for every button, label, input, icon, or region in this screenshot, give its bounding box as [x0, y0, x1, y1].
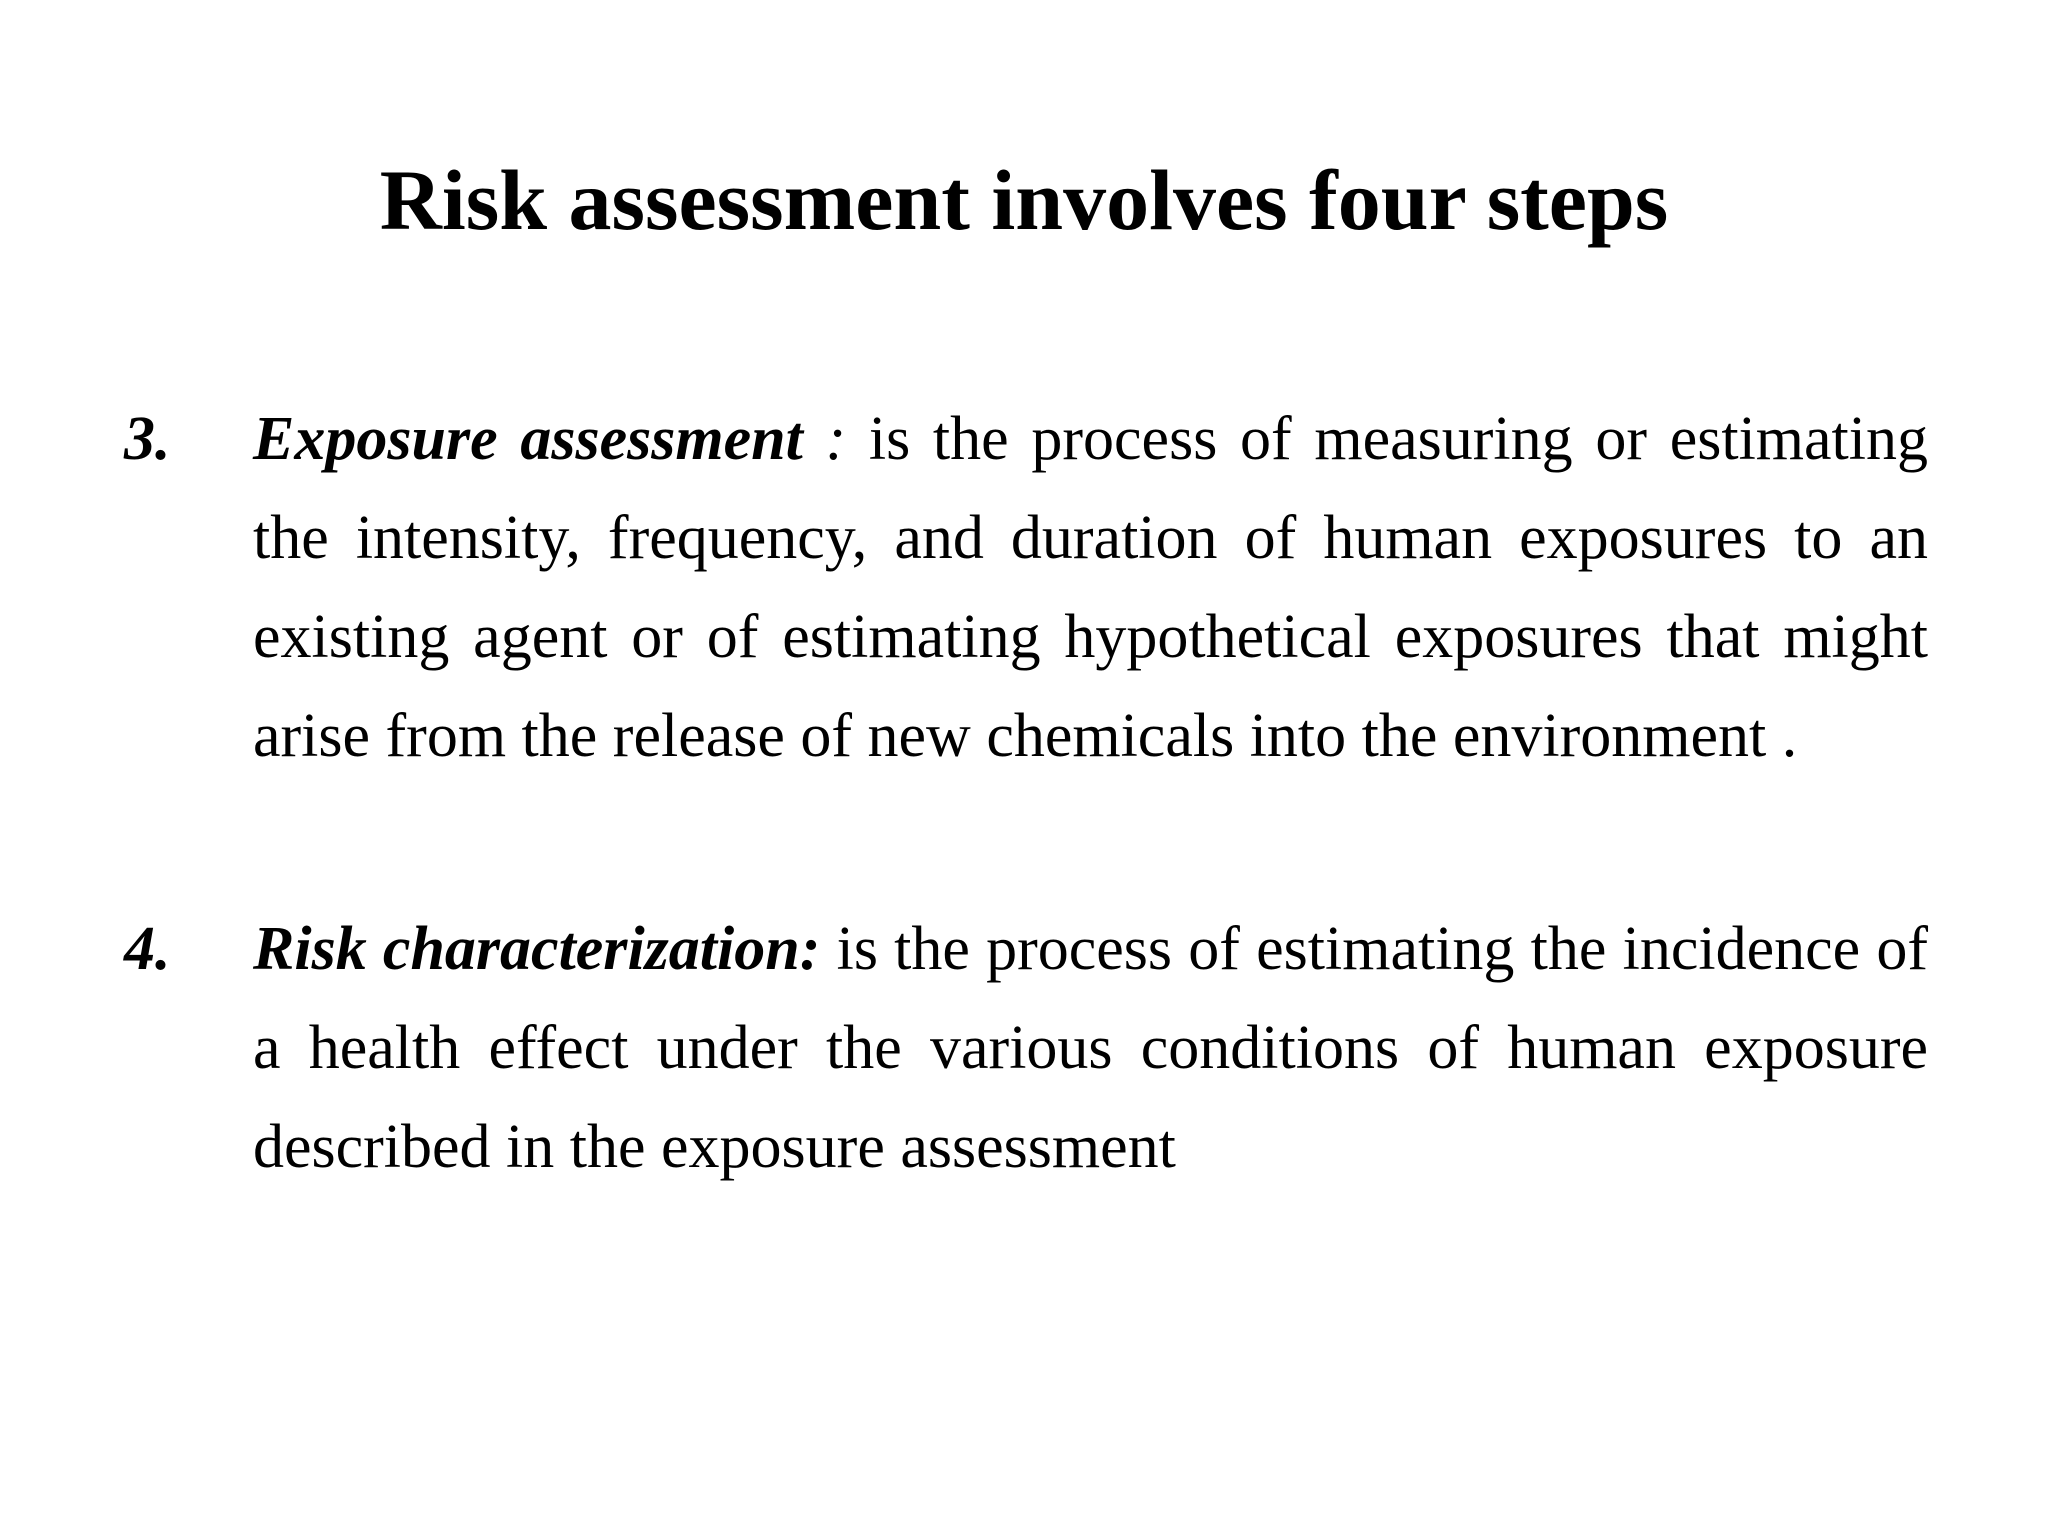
list-item-term: Exposure assessment: [253, 405, 803, 473]
list-item-text: [253, 900, 1928, 1197]
slide-title: Risk assessment involves four steps: [379, 152, 1669, 248]
list-item-separator: :: [802, 405, 869, 473]
list-item-definition: is the process of estimating the incidence of a health effect under the various conditions of human exposure described in the exposure assessment: [253, 915, 1928, 1181]
list-item-definition: is the process of measuring or estimating the intensity, frequency, and duration of human exposures to an existing agent or of estimating hypothetical exposures that might arise from the release of new chemicals into the environment .: [253, 405, 1929, 770]
list-item-separator: [820, 915, 836, 983]
list-item-number: 4.: [124, 915, 171, 983]
list-item-number: 3.: [124, 405, 171, 473]
list-item-text: [253, 390, 1928, 786]
list-item-term: Risk characterization:: [253, 915, 821, 983]
